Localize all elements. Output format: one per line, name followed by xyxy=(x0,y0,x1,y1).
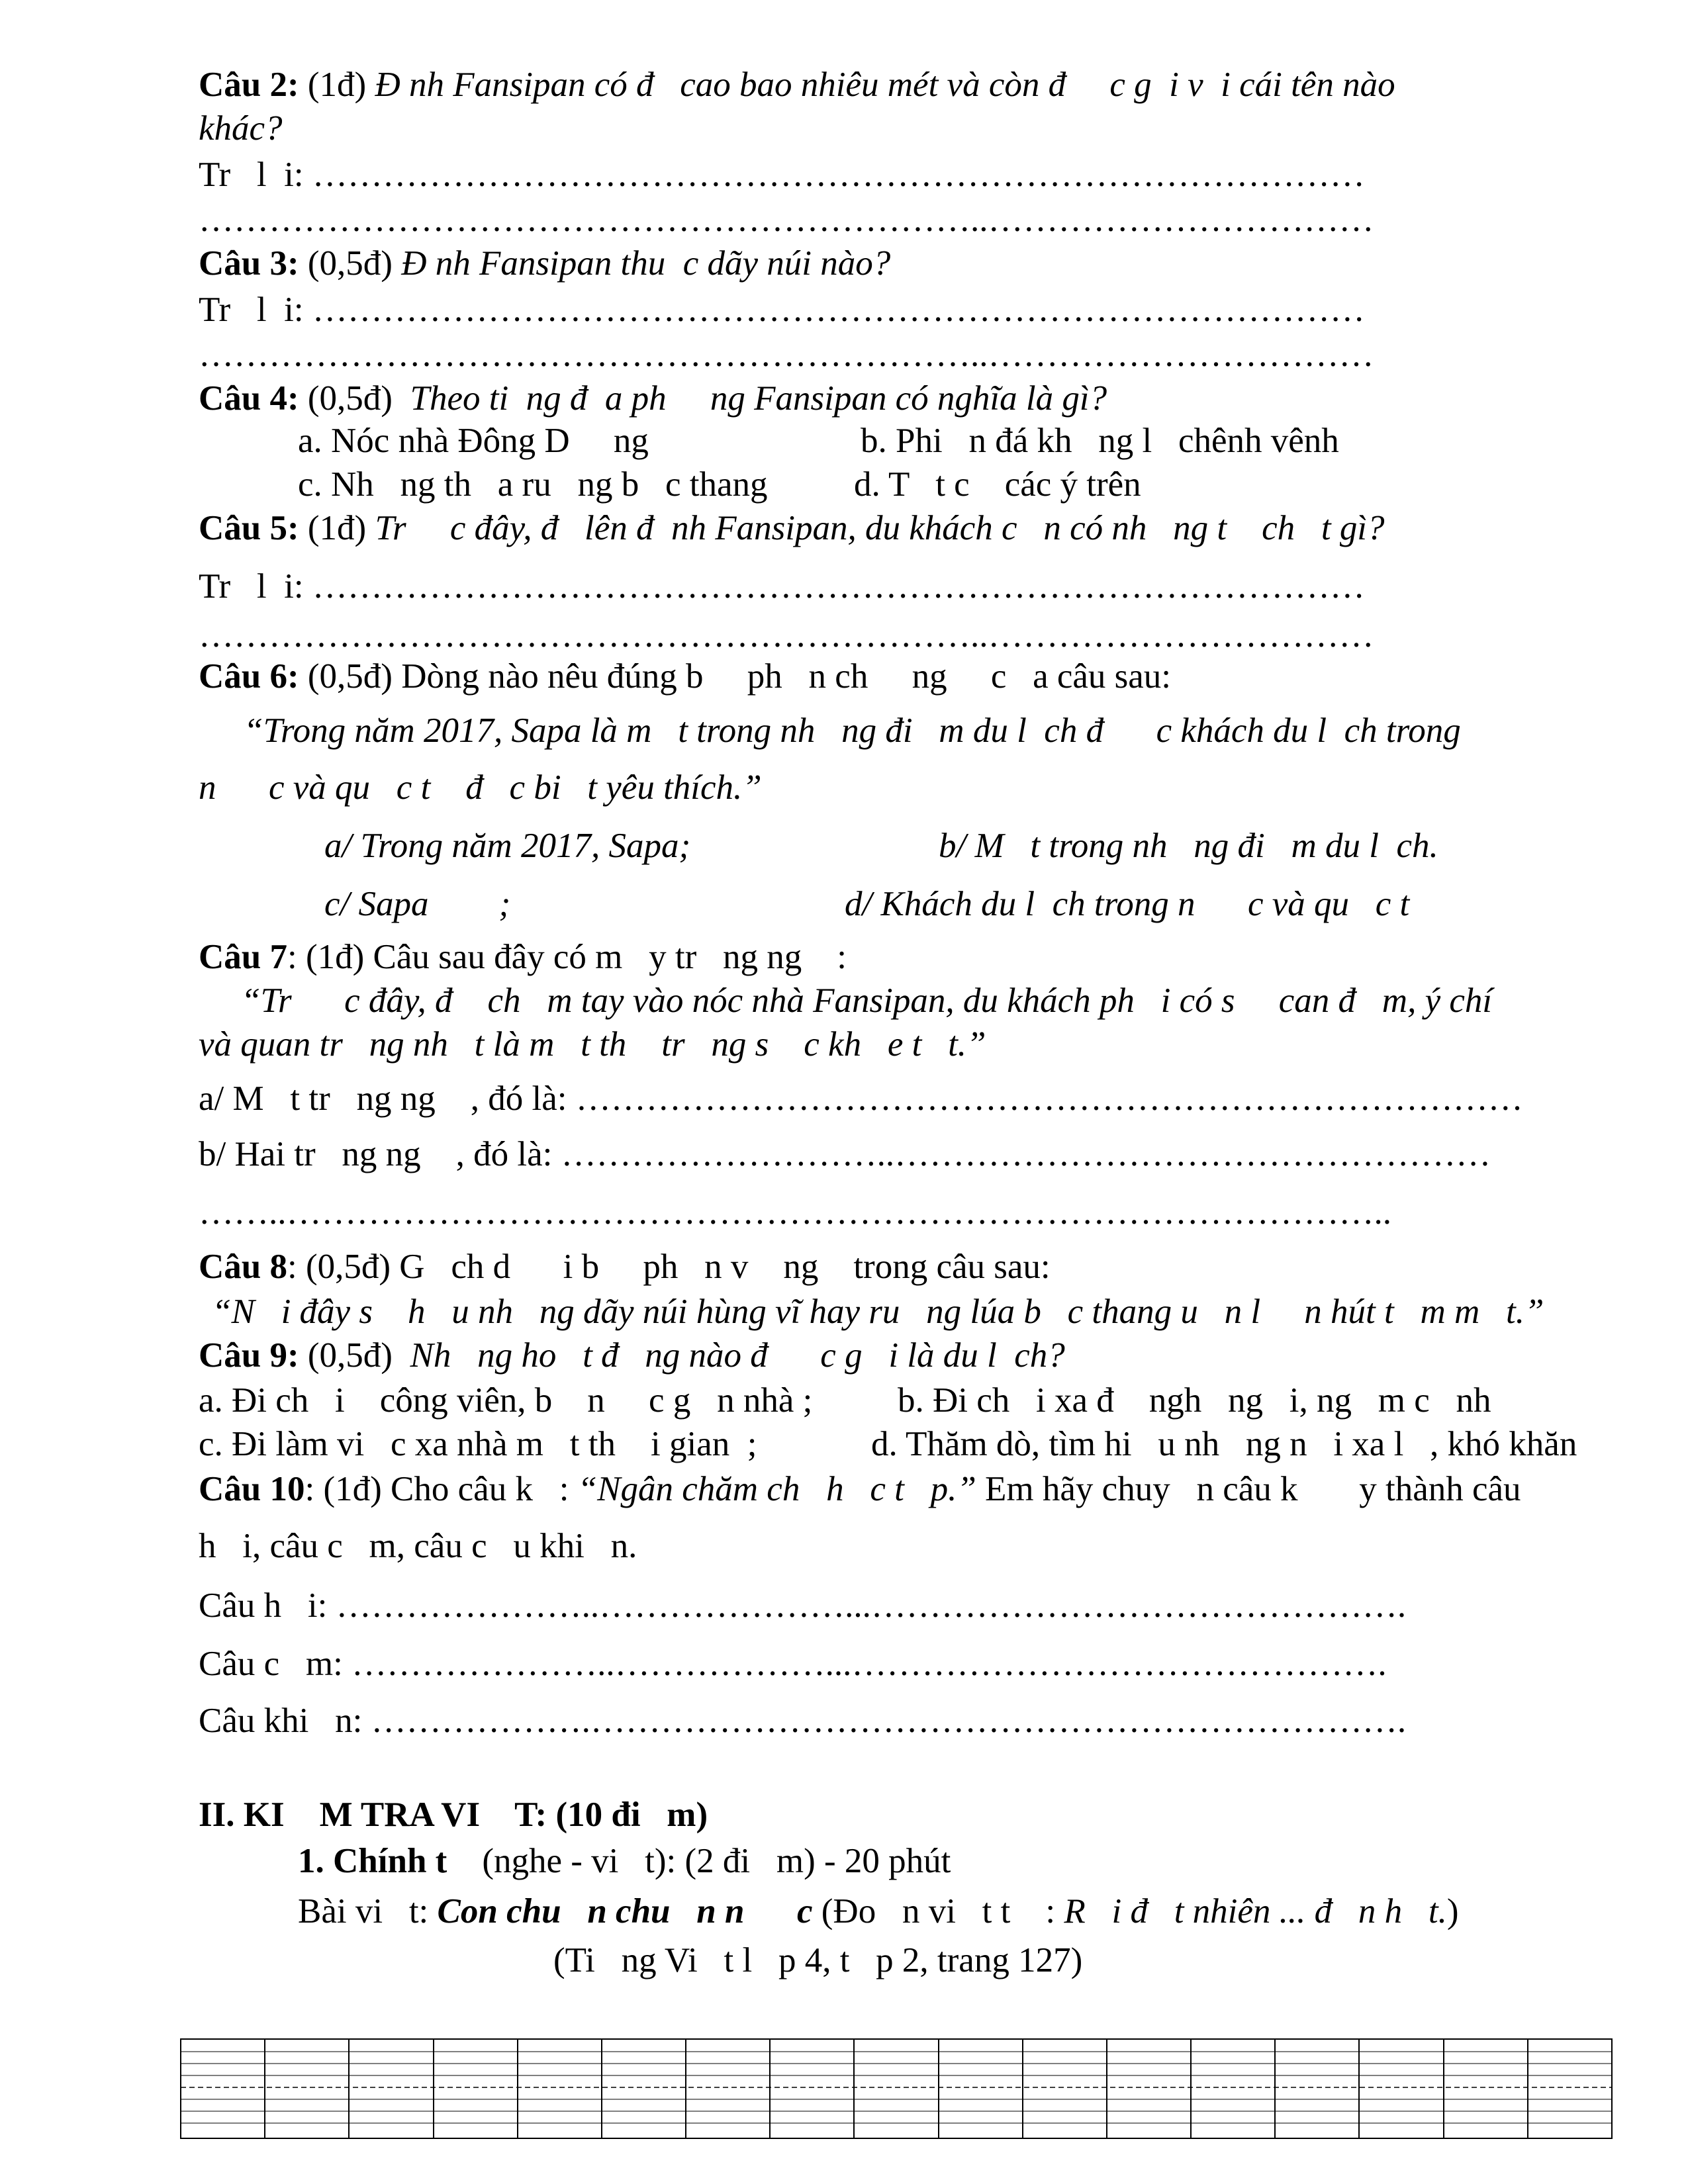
q7-label: Câu 7 xyxy=(199,938,288,976)
part2-source: (Ti ng Vi t l p 4, t p 2, trang 127) xyxy=(553,1941,1083,1979)
q5-line xyxy=(199,507,1385,549)
q6-option-c[interactable]: c/ Sapa ; xyxy=(324,885,511,923)
q10-cam-field[interactable]: …………………..………………...………………………………………. xyxy=(352,1645,1387,1683)
q7-points: : (1đ) xyxy=(287,938,373,976)
q9-option-c[interactable]: c. Đi làm vi c xa nhà m t th i gian ; xyxy=(199,1425,757,1463)
q3-answer-line xyxy=(199,289,1544,331)
q10-line xyxy=(199,1468,1521,1510)
q5-label: Câu 5: xyxy=(199,509,299,547)
q3-label: Câu 3: xyxy=(199,244,299,283)
q3-points: (0,5đ) xyxy=(299,244,402,283)
q5-question: Tr c đây, đ lên đ nh Fansipan, du khách c n có nh ng t ch t gì? xyxy=(375,509,1385,547)
q5-points: (1đ) xyxy=(299,509,375,547)
part2-range-b: R i đ t nhiên ... đ n h t. xyxy=(1064,1892,1447,1931)
q2-answer-line xyxy=(199,154,1544,196)
q10-quote: “Ngân chăm ch h c t p.” xyxy=(577,1470,976,1508)
q6-option-b[interactable]: b/ M t trong nh ng đi m du l ch. xyxy=(939,827,1438,865)
part2-bai-title: Con chu n chu n n c xyxy=(437,1892,813,1931)
q5-answer-field[interactable]: ……………………………………………………………………………… xyxy=(312,567,1365,606)
q6-question: Dòng nào nêu đúng b ph n ch ng c a câu sau: xyxy=(401,657,1172,696)
q6-points: (0,5đ) xyxy=(299,657,402,696)
q5-answer-label: Tr l i: xyxy=(199,567,304,606)
q6-label: Câu 6: xyxy=(199,657,299,696)
part2-range-a: (Đo n vi t t : xyxy=(812,1892,1064,1931)
q5-answer-field-2[interactable]: …………………………………………………………..…………………………… xyxy=(199,616,1374,655)
q4-option-b[interactable]: b. Phi n đá kh ng l chênh vênh xyxy=(861,422,1339,460)
q3-answer-field[interactable]: ……………………………………………………………………………… xyxy=(312,291,1365,329)
q7-line xyxy=(199,936,847,978)
part2-heading: II. KI M TRA VI T: (10 đi m) xyxy=(199,1796,708,1834)
q9-option-a[interactable]: a. Đi ch i công viên, b n c g n nhà ; xyxy=(199,1381,813,1420)
q6-quote: “Trong năm 2017, Sapa là m t trong nh ng đi m du l ch đ c khách du l ch trong xyxy=(244,711,1461,750)
q10-khien-field[interactable]: ……………….……………………………………………………………. xyxy=(371,1702,1407,1740)
q3-answer-field-2[interactable]: …………………………………………………………..…………………………… xyxy=(199,336,1374,374)
q2-answer-field-2[interactable]: …………………………………………………………..…………………………… xyxy=(199,201,1374,239)
part2-bai-label: Bài vi t: xyxy=(298,1892,438,1931)
q9-option-b[interactable]: b. Đi ch i xa đ ngh ng i, ng m c nh xyxy=(898,1381,1491,1420)
q10-instruction: Em hãy chuy n câu k y thành câu xyxy=(976,1470,1521,1508)
q10-instruction-cont: h i, câu c m, câu c u khi n. xyxy=(199,1527,637,1565)
q2-answer-label: Tr l i: xyxy=(199,156,304,194)
q7-sub-b-field[interactable]: ………………………..…………………………………………… xyxy=(561,1135,1491,1173)
q6-option-a[interactable]: a/ Trong năm 2017, Sapa; xyxy=(324,827,691,865)
q9-points: (0,5đ) xyxy=(299,1336,410,1375)
q8-line xyxy=(199,1246,1051,1288)
part2-bai-viet xyxy=(298,1890,1459,1933)
q4-option-c[interactable]: c. Nh ng th a ru ng b c thang xyxy=(298,465,768,504)
q10-hoi-field[interactable]: …………………..…………………...………………………………………. xyxy=(336,1586,1407,1625)
q2-question: Đ nh Fansipan có đ cao bao nhiêu mét và còn đ c g i v i cái tên nào xyxy=(375,66,1395,104)
q7-sub-a-field[interactable]: ……………………………………………………………………… xyxy=(575,1079,1523,1118)
q4-line xyxy=(199,377,1107,420)
q5-answer-line xyxy=(199,565,1544,608)
q10-khien-label: Câu khi n: xyxy=(199,1702,371,1740)
q10-label: Câu 10 xyxy=(199,1470,305,1508)
q3-question: Đ nh Fansipan thu c dãy núi nào? xyxy=(401,244,891,283)
part2-subheading xyxy=(298,1840,951,1882)
q3-line xyxy=(199,242,890,285)
q4-points: (0,5đ) xyxy=(299,379,410,418)
writing-grid[interactable] xyxy=(180,2038,1613,2139)
q8-points: : (0,5đ) xyxy=(287,1248,400,1286)
q10-cam-label: Câu c m: xyxy=(199,1645,352,1683)
q10-hoi-label: Câu h i: xyxy=(199,1586,336,1625)
part2-sub-bold: 1. Chính t xyxy=(298,1842,483,1880)
q7-sub-b-field-2[interactable]: ……..………………………………………………………………………………….. xyxy=(199,1193,1391,1232)
q7-sub-a xyxy=(199,1077,1569,1120)
q2-line xyxy=(199,64,1395,106)
q9-option-d[interactable]: d. Thăm dò, tìm hi u nh ng n i xa l , khó khăn xyxy=(871,1425,1577,1463)
q2-points: (1đ) xyxy=(299,66,375,104)
q10-points: : (1đ) Cho câu k : xyxy=(305,1470,578,1508)
q7-quote-cont: và quan tr ng nh t là m t th tr ng s c kh e t t.” xyxy=(199,1025,986,1064)
q7-sub-b xyxy=(199,1133,1554,1175)
q9-line xyxy=(199,1334,1065,1377)
part2-sub-rest: (nghe - vi t): (2 đi m) - 20 phút xyxy=(482,1842,951,1880)
q8-label: Câu 8 xyxy=(199,1248,288,1286)
q10-hoi xyxy=(199,1584,1541,1627)
q2-answer-field[interactable]: ……………………………………………………………………………… xyxy=(312,156,1365,194)
q4-option-a[interactable]: a. Nóc nhà Đông D ng xyxy=(298,422,649,460)
q6-line xyxy=(199,655,1171,698)
q9-question: Nh ng ho t đ ng nào đ c g i là du l ch? xyxy=(410,1336,1065,1375)
q7-sub-b-label: b/ Hai tr ng ng , đó là: xyxy=(199,1135,561,1173)
q10-cam xyxy=(199,1643,1536,1685)
q7-question: Câu sau đây có m y tr ng ng : xyxy=(373,938,847,976)
q2-question-cont: khác? xyxy=(199,109,283,148)
q3-answer-label: Tr l i: xyxy=(199,291,304,329)
q8-question: G ch d i b ph n v ng trong câu sau: xyxy=(399,1248,1051,1286)
q4-option-d[interactable]: d. T t c các ý trên xyxy=(854,465,1141,504)
part2-range-c: ) xyxy=(1446,1892,1459,1931)
q9-label: Câu 9: xyxy=(199,1336,299,1375)
q4-question: Theo ti ng đ a ph ng Fansipan có nghĩa là gì? xyxy=(410,379,1107,418)
q10-khien xyxy=(199,1700,1536,1742)
q6-quote-cont: n c và qu c t đ c bi t yêu thích.” xyxy=(199,768,762,807)
q4-label: Câu 4: xyxy=(199,379,299,418)
q6-option-d[interactable]: d/ Khách du l ch trong n c và qu c t xyxy=(845,885,1410,923)
q7-sub-a-label: a/ M t tr ng ng , đó là: xyxy=(199,1079,576,1118)
q7-quote: “Tr c đây, đ ch m tay vào nóc nhà Fansipan, du khách ph i có s can đ m, ý chí xyxy=(241,981,1493,1020)
q8-quote: “N i đây s h u nh ng dãy núi hùng vĩ hay ru ng lúa b c thang u n l n hút t m m t.” xyxy=(212,1293,1544,1331)
q2-label: Câu 2: xyxy=(199,66,299,104)
